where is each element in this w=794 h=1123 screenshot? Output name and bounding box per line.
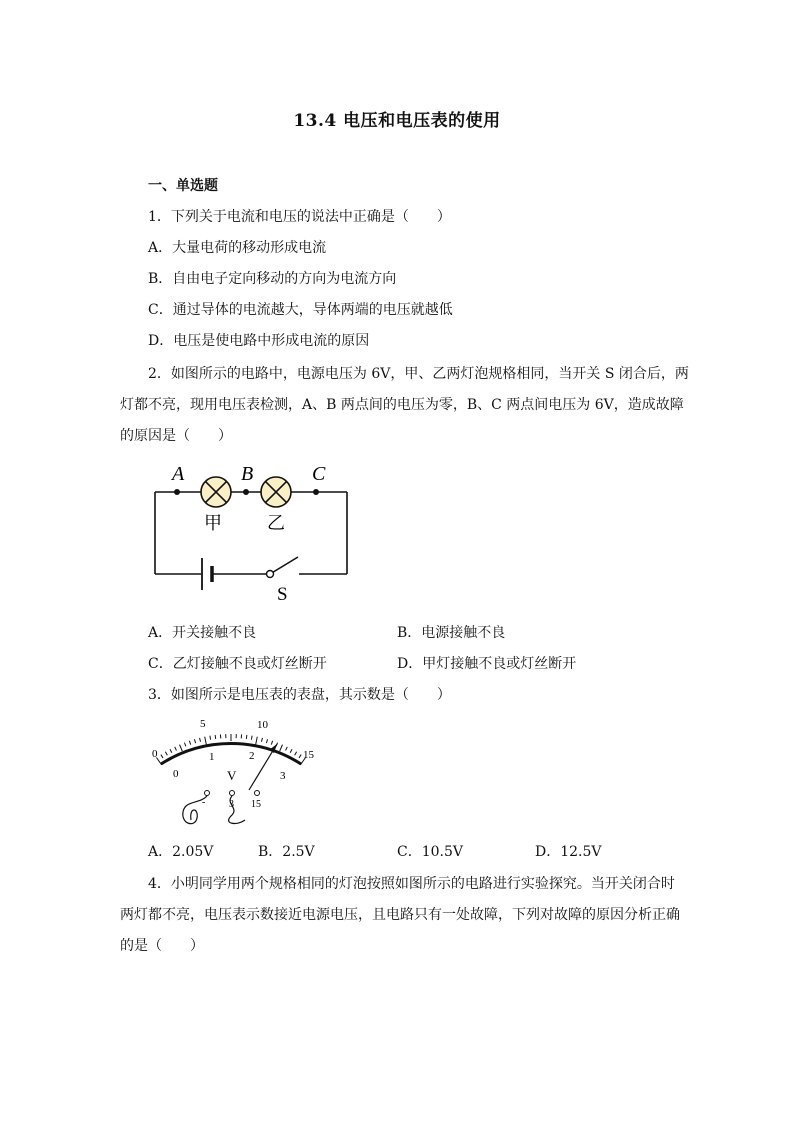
upper-scale-10: 10 — [257, 719, 268, 731]
question-4-stem-line-2: 两灯都不亮，电压表示数接近电源电压，且电路只有一处故障，下列对故障的原因分析正确 — [120, 907, 680, 923]
question-3-stem: 3．如图所示是电压表的表盘，其示数是（ ） — [148, 687, 451, 703]
label-b: B — [241, 463, 254, 485]
question-1-option-c: C．通过导体的电流越大，导体两端的电压就越低 — [148, 302, 453, 318]
question-1-option-d: D．电压是使电路中形成电流的原因 — [148, 333, 370, 349]
point-a-dot — [174, 489, 180, 495]
dial-tick — [189, 741, 190, 745]
point-c-dot — [313, 489, 319, 495]
terminal-negative-icon — [205, 791, 210, 796]
label-lamp-yi: 乙 — [267, 513, 285, 533]
terminal-label-negative: - — [202, 797, 206, 808]
lower-scale-3: 3 — [280, 770, 286, 782]
page-title: 13.4 电压和电压表的使用 — [293, 111, 501, 131]
terminal-15-icon — [255, 791, 260, 796]
terminal-3-icon — [230, 791, 235, 796]
dial-tick — [251, 736, 252, 740]
question-1-option-a: A．大量电荷的移动形成电流 — [148, 240, 327, 256]
question-3-option-c: C．10.5V — [397, 844, 463, 860]
question-3-option-d: D．12.5V — [535, 844, 602, 860]
question-2-option-b: B．电源接触不良 — [397, 625, 506, 641]
lamp-jia-icon — [201, 477, 231, 507]
question-3-option-a: A．2.05V — [148, 844, 214, 860]
question-2-option-c: C．乙灯接触不良或灯丝断开 — [148, 656, 327, 672]
lower-scale-1: 1 — [209, 751, 215, 763]
lower-scale-2: 2 — [249, 750, 255, 762]
unit-label: V — [227, 768, 237, 783]
dial-tick — [261, 738, 262, 742]
question-1-option-b: B．自由电子定向移动的方向为电流方向 — [148, 271, 397, 287]
voltmeter-dial — [145, 712, 330, 832]
dial-tick — [299, 755, 301, 758]
question-2-option-a: A．开关接触不良 — [148, 625, 257, 641]
dial-tick — [266, 739, 267, 743]
dial-arc — [161, 744, 301, 764]
upper-scale-15: 15 — [303, 749, 314, 761]
dial-tick — [161, 755, 163, 758]
section-heading: 一、单选题 — [148, 178, 218, 194]
dial-tick — [180, 745, 183, 751]
circuit-diagram — [140, 455, 370, 605]
dial-tick — [165, 752, 167, 755]
dial-tick — [255, 737, 257, 746]
dial-tick — [184, 743, 185, 747]
question-3-option-b: B．2.5V — [258, 844, 315, 860]
lower-scale-0: 0 — [173, 768, 179, 780]
switch-blade — [270, 557, 298, 574]
question-4-stem-line-3: 的是（ ） — [120, 938, 204, 954]
terminal-label-15: 15 — [251, 799, 261, 810]
dial-tick — [290, 749, 292, 753]
label-switch-s: S — [277, 584, 288, 605]
dial-tick — [194, 739, 195, 743]
point-b-dot — [243, 489, 249, 495]
label-c: C — [312, 463, 326, 485]
label-lamp-jia: 甲 — [204, 513, 222, 533]
question-1-stem: 1．下列关于电流和电压的说法中正确是（ ） — [148, 209, 451, 225]
question-2-stem-line-3: 的原因是（ ） — [120, 428, 232, 444]
question-2-stem-line-2: 灯都不亮，现用电压表检测，A、B 两点间的电压为零，B、C 两点间电压为 6V，造成故障 — [120, 397, 684, 413]
question-2-stem-line-1: 2．如图所示的电路中，电源电压为 6V，甲、乙两灯泡规格相同，当开关 S 闭合后，两 — [148, 366, 689, 382]
dial-tick — [170, 749, 172, 753]
switch-pivot — [267, 571, 274, 578]
terminal-label-3: 3 — [229, 799, 234, 810]
dial-tick — [295, 752, 297, 755]
dial-tick — [280, 745, 283, 751]
dial-tick — [200, 738, 201, 742]
dial-tick — [210, 736, 211, 740]
dial-tick — [175, 747, 177, 751]
upper-scale-5: 5 — [200, 718, 206, 730]
dial-tick — [205, 737, 207, 746]
upper-scale-0: 0 — [152, 748, 158, 760]
question-2-option-d: D．甲灯接触不良或灯丝断开 — [397, 656, 577, 672]
dial-tick — [271, 741, 272, 745]
lamp-yi-icon — [261, 477, 291, 507]
label-a: A — [172, 463, 185, 485]
dial-tick — [286, 747, 288, 751]
question-4-stem-line-1: 4．小明同学用两个规格相同的灯泡按照如图所示的电路进行实验探究。当开关闭合时 — [148, 876, 675, 892]
